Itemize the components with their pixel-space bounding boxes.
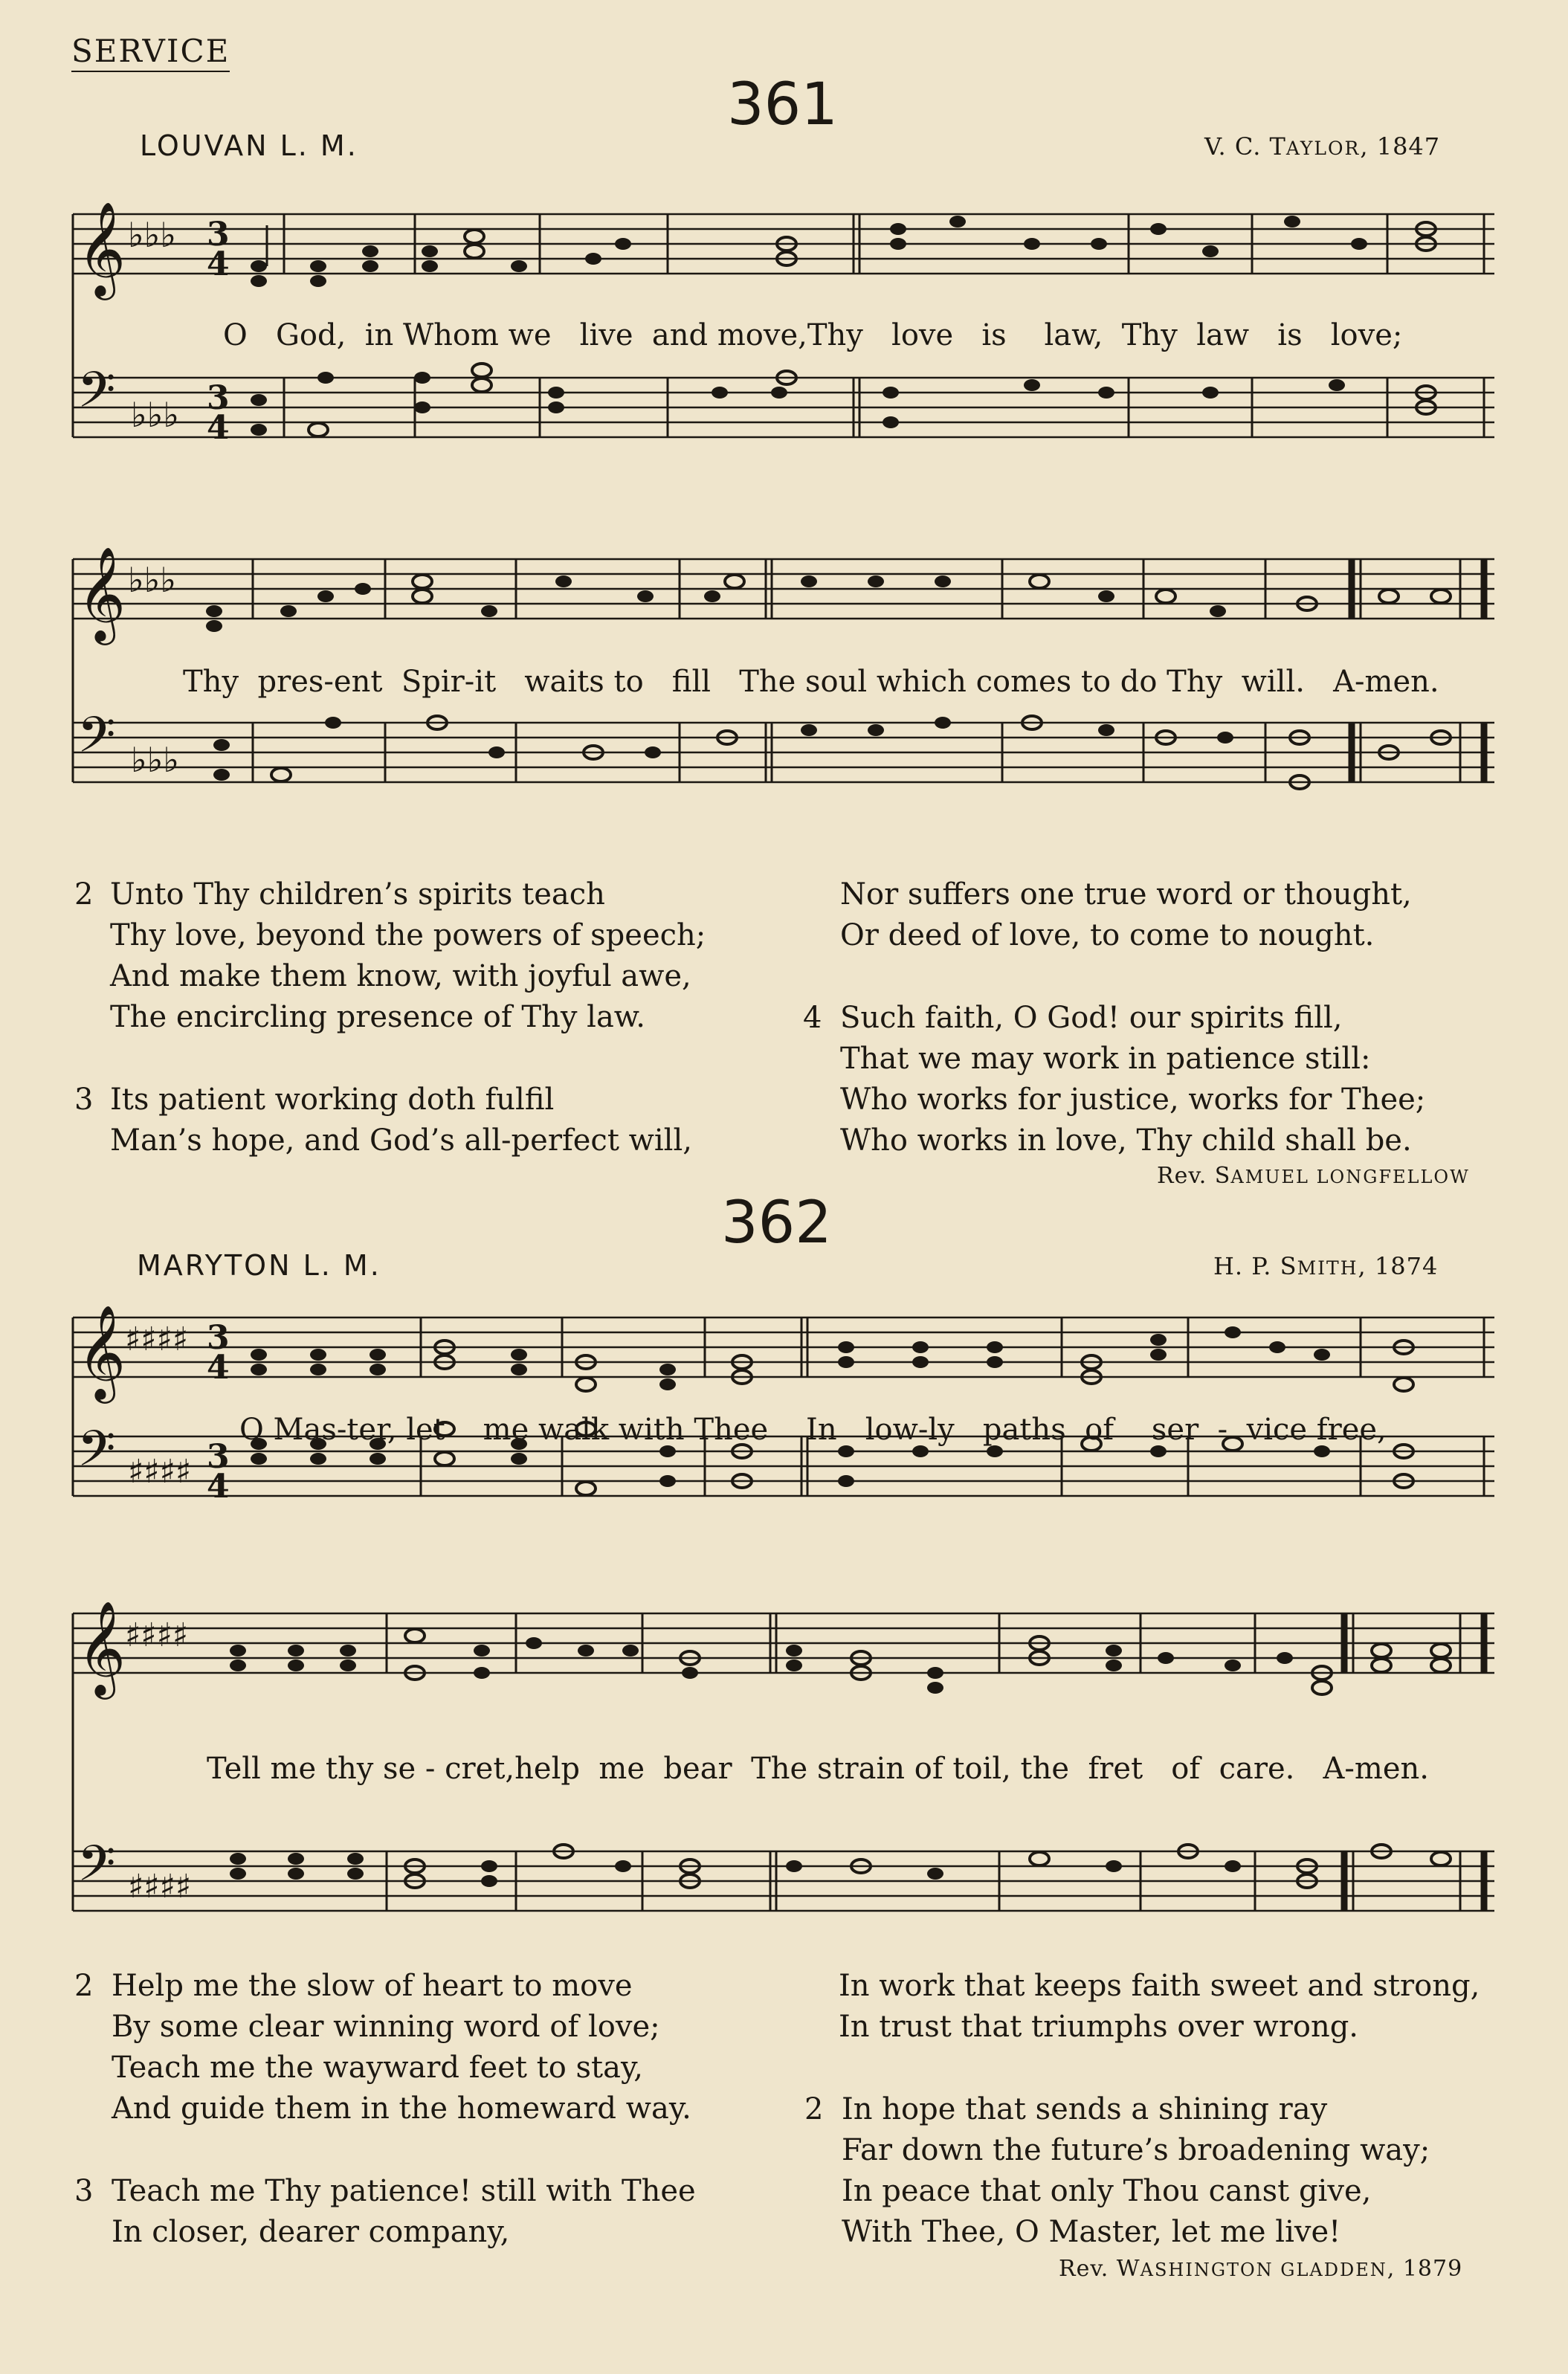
stanza-line: And make them know, with joyful awe, [110,959,691,993]
tune-name: MARYTON L. M. [137,1249,381,1282]
stanza-line: Who works in love, Thy child shall be. [840,1123,1412,1158]
svg-text:♭♭♭: ♭♭♭ [128,215,177,255]
svg-text:♭♭♭: ♭♭♭ [131,395,180,435]
stanza-number: 2 [74,877,94,912]
svg-text:4: 4 [207,1468,230,1506]
stanza-line: In work that keeps faith sweet and strong, [839,1969,1480,2003]
bass-staff [73,361,1494,447]
svg-text:3: 3 [207,1438,230,1476]
svg-text:4: 4 [207,409,230,447]
treble-staff [73,546,1494,645]
stanza-line: That we may work in patience still: [840,1042,1371,1076]
bass-clef-icon: 𝄢 [77,706,116,775]
stanza-line: The encircling presence of Thy law. [110,1000,645,1034]
stanza-line: Or deed of love, to come to nought. [840,918,1375,952]
bass-staff [73,1835,1494,1911]
stanza-number: 3 [74,2174,94,2208]
stanza-number: 3 [74,1083,94,1117]
stanza-number: 2 [74,1969,94,2003]
stanza-line: Nor suffers one true word or thought, [840,877,1412,912]
stanza-line: Far down the future’s broadening way; [842,2133,1430,2167]
svg-text:3: 3 [207,1319,230,1357]
bass-clef-icon: 𝄢 [77,361,116,430]
composer-credit: V. C. TAYLOR, 1847 [1204,132,1441,161]
notes [251,1326,1413,1495]
svg-text:♯♯♯♯: ♯♯♯♯ [125,1616,189,1654]
stanza-number: 4 [803,1001,822,1035]
stanza-line: Help me the slow of heart to move [112,1969,633,2003]
svg-text:♯♯♯♯: ♯♯♯♯ [128,1868,192,1906]
stanza-line: Thy love, beyond the powers of speech; [110,918,706,952]
treble-staff [73,1304,1494,1404]
stanza-number: 2 [804,2092,824,2126]
stanza-line: Such faith, O God! our spirits fill, [840,1001,1343,1035]
svg-text:3: 3 [207,379,230,417]
stanza-line: Man’s hope, and God’s all-perfect will, [110,1123,692,1158]
treble-clef-icon: 𝄞 [77,546,126,641]
treble-clef-icon: 𝄞 [77,1304,126,1399]
bass-clef-icon: 𝄢 [77,1835,116,1904]
stanza-line: In trust that triumphs over wrong. [839,2010,1359,2044]
stanza-line: And guide them in the homeward way. [112,2091,691,2126]
stanza-line: Unto Thy children’s spirits teach [110,877,605,912]
stanza-line: Who works for justice, works for Thee; [840,1083,1426,1117]
stanza-line: Teach me Thy patience! still with Thee [112,2174,696,2208]
stanza-line: With Thee, O Master, let me live! [842,2215,1341,2249]
section-label: SERVICE [71,33,230,72]
stanza-line: In peace that only Thou canst give, [842,2174,1372,2208]
stanza-line: Teach me the wayward feet to stay, [112,2051,643,2085]
hymn-number: 361 [727,71,838,138]
svg-text:4: 4 [207,1349,230,1387]
svg-text:♯♯♯♯: ♯♯♯♯ [125,1320,189,1358]
tune-name: LOUVAN L. M. [140,129,358,162]
author-credit: Rev. SAMUEL LONGFELLOW [1157,1163,1470,1189]
svg-text:4: 4 [207,245,230,283]
svg-text:♭♭♭: ♭♭♭ [131,740,180,780]
lyric-line: O God, in Whom we live and move,Thy love is law, Thy law is love; [223,318,1403,352]
author-credit: Rev. WASHINGTON GLADDEN, 1879 [1059,2256,1463,2282]
stanza-line: In closer, dearer company, [112,2215,510,2249]
treble-clef-icon: 𝄞 [77,201,126,296]
treble-clef-icon: 𝄞 [77,1600,126,1695]
treble-staff [73,1600,1494,1700]
svg-text:3: 3 [207,216,230,254]
lyric-line: O Mas-ter, let me walk with Thee In low-ly paths of ser - vice free, [239,1413,1387,1447]
stanza-line: Its patient working doth fulfil [110,1083,555,1117]
bass-clef-icon: 𝄢 [77,1420,116,1489]
hymn-number: 362 [721,1190,832,1257]
composer-credit: H. P. SMITH, 1874 [1213,1252,1439,1280]
bass-staff [73,706,1494,782]
stanza-line: By some clear winning word of love; [112,2010,660,2044]
stanza-line: In hope that sends a shining ray [842,2092,1328,2126]
lyric-line: Tell me thy se - cret,help me bear The strain of toil, the fret of care. A-men. [207,1752,1430,1786]
lyric-line: Thy pres-ent Spir-it waits to fill The soul which comes to do Thy will. A-men. [183,665,1439,699]
svg-text:♯♯♯♯: ♯♯♯♯ [128,1453,192,1491]
svg-text:♭♭♭: ♭♭♭ [128,560,177,600]
